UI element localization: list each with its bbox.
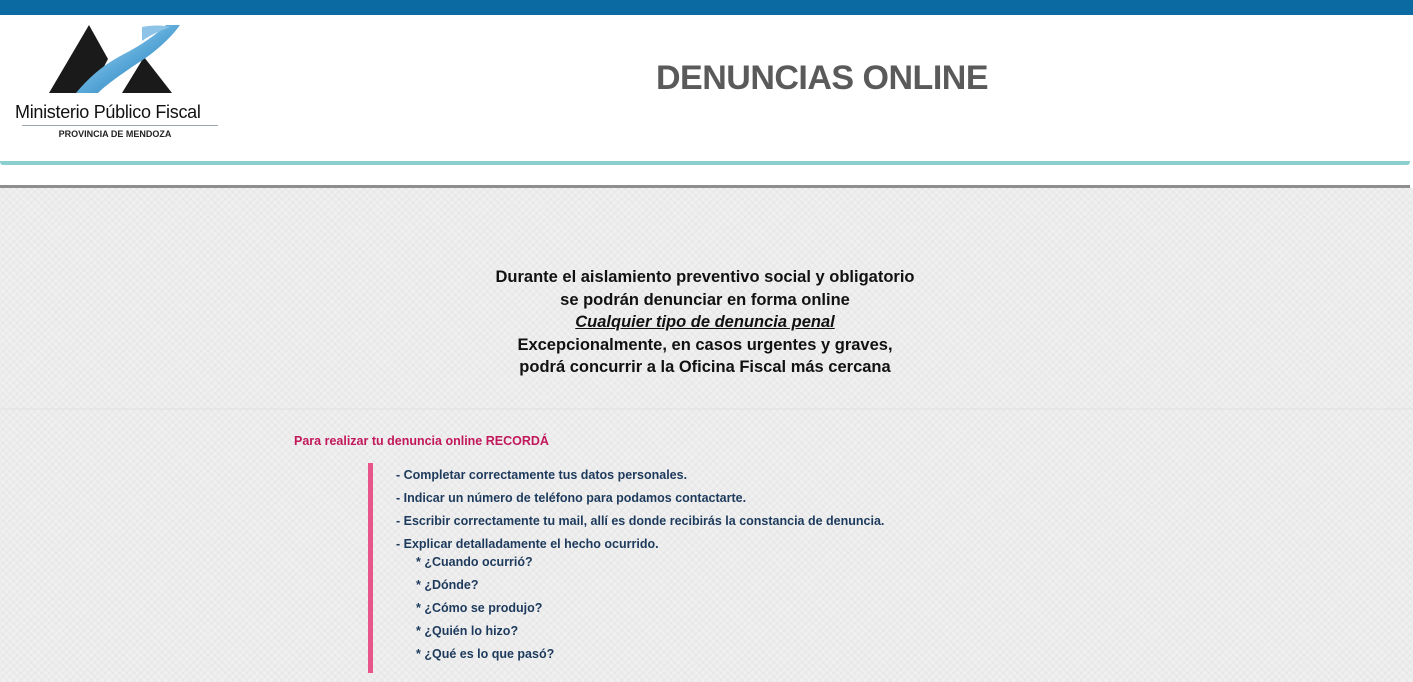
list-item: - Escribir correctamente tu mail, allí es donde recibirás la constancia de denuncia. bbox=[396, 514, 885, 528]
question-item: * ¿Quién lo hizo? bbox=[416, 624, 519, 638]
notice-emphasis: Cualquier tipo de denuncia penal bbox=[575, 313, 835, 331]
question-item: * ¿Cuando ocurrió? bbox=[416, 555, 533, 569]
logo-province: PROVINCIA DE MENDOZA bbox=[58, 129, 172, 139]
notice-line: Durante el aislamiento preventivo social y obligatorio bbox=[495, 268, 915, 286]
header bbox=[0, 15, 1413, 161]
list-item: - Completar correctamente tus datos personales. bbox=[396, 468, 688, 482]
list-item: - Explicar detalladamente el hecho ocurrido. bbox=[396, 537, 659, 551]
list-item: - Indicar un número de teléfono para podamos contactarte. bbox=[396, 491, 747, 505]
header-divider-teal bbox=[0, 161, 1410, 165]
top-bar bbox=[0, 0, 1413, 15]
notice-line: podrá concurrir a la Oficina Fiscal más cercana bbox=[519, 358, 891, 376]
question-item: * ¿Qué es lo que pasó? bbox=[416, 647, 555, 661]
question-item: * ¿Dónde? bbox=[416, 578, 479, 592]
ministerio-logo-icon bbox=[46, 23, 188, 101]
notice-line: se podrán denunciar en forma online bbox=[560, 290, 850, 309]
notice-text bbox=[405, 266, 1005, 379]
main-content bbox=[0, 188, 1413, 682]
question-item: * ¿Cómo se produjo? bbox=[416, 601, 543, 615]
page-title: DENUNCIAS ONLINE bbox=[655, 59, 989, 97]
list-accent-bar bbox=[368, 463, 373, 673]
section-divider bbox=[0, 408, 1413, 410]
remember-title: Para realizar tu denuncia online RECORDÁ bbox=[294, 434, 549, 448]
logo[interactable] bbox=[12, 23, 224, 141]
notice-line: Excepcionalmente, en casos urgentes y graves, bbox=[517, 335, 893, 354]
logo-name: Ministerio Público Fiscal bbox=[15, 102, 201, 122]
logo-divider bbox=[22, 125, 218, 126]
